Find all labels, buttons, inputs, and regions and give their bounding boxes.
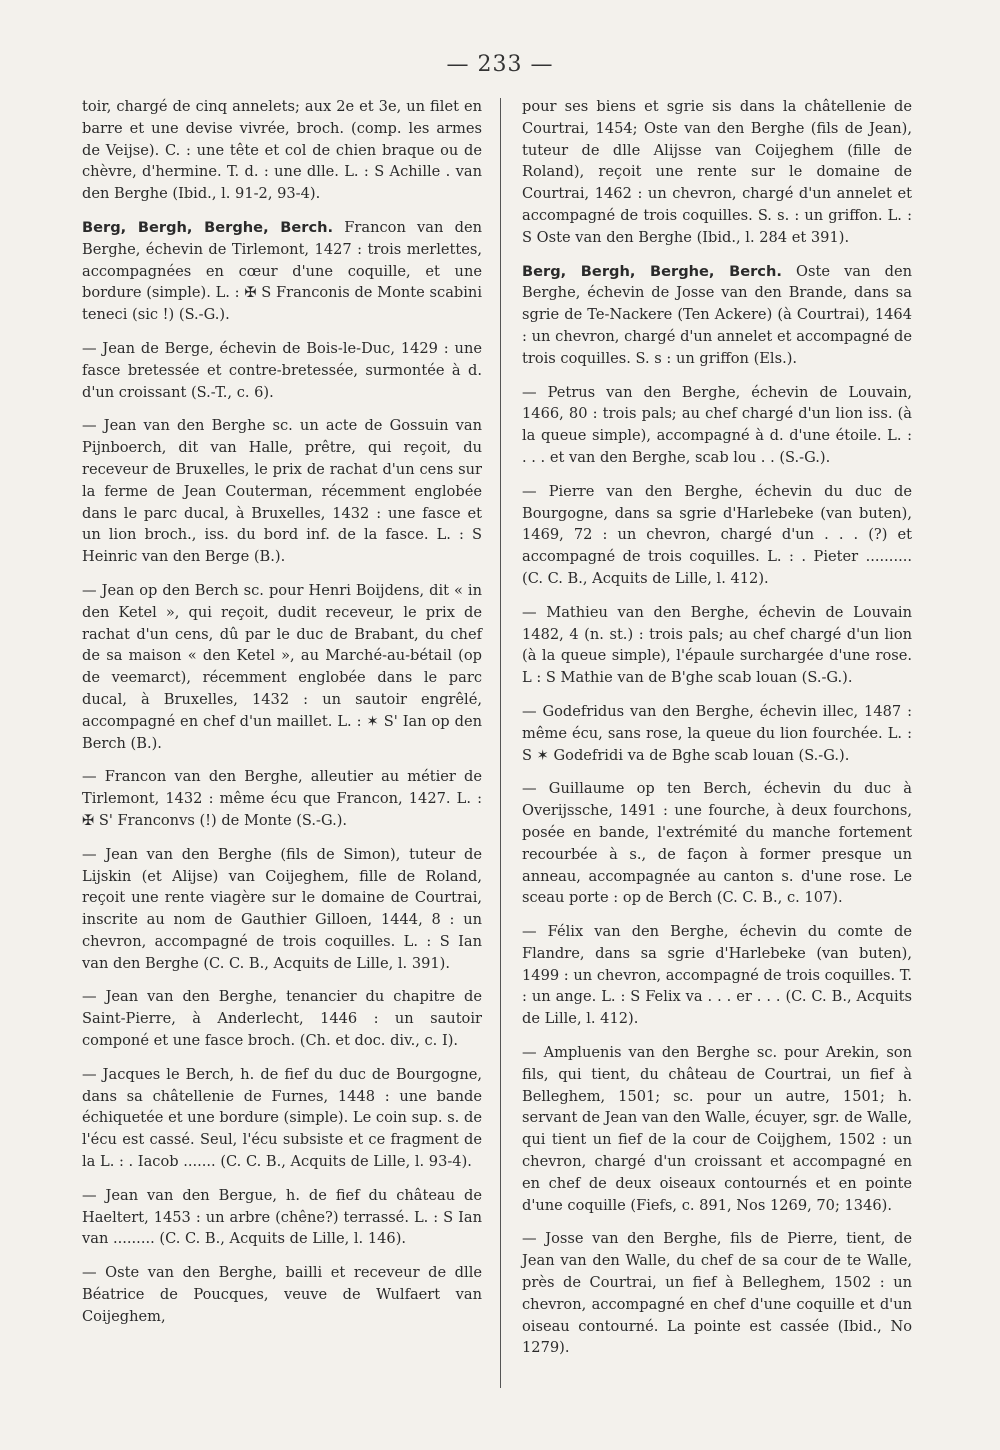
entry-text: — Félix van den Berghe, échevin du comte de Flandre, dans sa sgrie d'Harlebeke (van buten), 1499 : un chevron, accompagné de trois coquilles. T. : un ange. L. : S Felix va . . . er . . . (C. C. B., Acquits de Lille, l. 412). xyxy=(522,923,912,1028)
column-divider xyxy=(500,98,501,1388)
entry xyxy=(82,415,482,568)
entry-text: — Pierre van den Berghe, échevin du duc de Bourgogne, dans sa sgrie d'Harlebeke (van buten), 1469, 72 : un chevron, chargé d'un . . . (?) et accompagné de trois coquilles. L. : . Pieter .......... (C. C. B., Acquits de Lille, l. 412). xyxy=(522,482,912,587)
entry xyxy=(522,701,912,766)
entry-text: — Ampluenis van den Berghe sc. pour Arekin, son fils, qui tient, du château de Courtrai, un fief à Belleghem, 1501; sc. pour un autre, 1501; h. servant de Jean van den Walle, écuyer, sgr. de Walle, qui tient un fief de la cour de Coijghem, 1502 : un chevron, chargé d'un croissant et accompagné en en chef de deux oiseaux contournés et en pointe d'une coquille (Fiefs, c. 891, Nos 1269, 70; 1346). xyxy=(522,1044,912,1214)
entry xyxy=(522,261,912,370)
entry xyxy=(82,96,482,205)
entry-text: — Guillaume op ten Berch, échevin du duc à Overijssche, 1491 : une fourche, à deux fourchons, posée en bande, l'extrémité du manche fortement recourbée à s., de façon à former presque un anneau, accompagnée au canton s. d'une rose. Le sceau porte : op de Berch (C. C. B., c. 107). xyxy=(522,780,912,907)
entry xyxy=(82,217,482,326)
entry-text: — Jean op den Berch sc. pour Henri Boijdens, dit « in den Ketel », qui reçoit, dudit receveur, le prix de rachat d'un cens, dû par le duc de Brabant, du chef de sa maison « den Ketel », au Marché-au-bétail (op de veemarct), récemment englobée dans le parc ducal, à Bruxelles, 1432 : un sautoir engrêlé, accompagné en chef d'un maillet. L. : ✶ S' Ian op den Berch (B.). xyxy=(82,581,482,752)
entry xyxy=(522,1228,912,1359)
entry-text: — Jean de Berge, échevin de Bois-le-Duc, 1429 : une fasce bretessée et contre-bretessée, surmontée à d. d'un croissant (S.-T., c. 6). xyxy=(82,339,482,401)
entry xyxy=(522,921,912,1030)
entry xyxy=(82,338,482,403)
entry-text: — Jean van den Berghe (fils de Simon), tuteur de Lijskin (et Alijse) van Coijeghem, fille de Roland, reçoit une rente viagère sur le domaine de Courtrai, inscrite au nom de Gauthier Gilloen, 1444, 8 : un chevron, accompagné de trois coquilles. L. : S Ian van den Berghe (C. C. B., Acquits de Lille, l. 391). xyxy=(82,845,482,972)
right-column xyxy=(522,96,912,1371)
page-number: — 233 — xyxy=(446,52,554,77)
entry-text: — Godefridus van den Berghe, échevin illec, 1487 : même écu, sans rose, la queue du lion fourchée. L. : S ✶ Godefridi va de Bghe scab louan (S.-G.). xyxy=(522,702,912,764)
entry-text: — Jean van den Berghe, tenancier du chapitre de Saint-Pierre, à Anderlecht, 1446 : un sautoir componé et une fasce broch. (Ch. et doc. div., c. I). xyxy=(82,988,482,1050)
left-column xyxy=(82,96,482,1340)
entry-text: Francon van den Berghe, échevin de Tirlemont, 1427 : trois merlettes, accompagnées en cœur d'une coquille, et une bordure (simple). L. : ✠ S Franconis de Monte scabini teneci (sic !) (S.-G.). xyxy=(82,218,482,324)
entry-heading: Berg, Bergh, Berghe, Berch. xyxy=(522,262,782,280)
entry-text: — Jean van den Bergue, h. de fief du château de Haeltert, 1453 : un arbre (chêne?) terrassé. L. : S Ian van ......... (C. C. B., Acquits de Lille, l. 146). xyxy=(82,1186,482,1248)
entry-text: — Mathieu van den Berghe, échevin de Louvain 1482, 4 (n. st.) : trois pals; au chef chargé d'un lion (à la queue simple), l'épaule surchargée d'une rose. L : S Mathie van de B'ghe scab louan (S.-G.). xyxy=(522,603,912,687)
entry-text: — Oste van den Berghe, bailli et receveur de dlle Béatrice de Poucques, veuve de Wulfaert van Coijeghem, xyxy=(82,1264,482,1325)
entry xyxy=(82,1262,482,1327)
entry-text: Oste van den Berghe, échevin de Josse van den Brande, dans sa sgrie de Te-Nackere (Ten Ackere) (à Courtrai), 1464 : un chevron, chargé d'un annelet et accompagné de trois coquilles. S. s : un griffon (Els.). xyxy=(522,262,912,367)
entry xyxy=(522,602,912,689)
entry xyxy=(82,766,482,831)
entry-text: — Jacques le Berch, h. de fief du duc de Bourgogne, dans sa châtellenie de Furnes, 1448 : une bande échiquetée et une bordure (simple). Le coin sup. s. de l'écu est cassé. Seul, l'écu subsiste et ce fragment de la L. : . Iacob ....... (C. C. B., Acquits de Lille, l. 93-4). xyxy=(82,1065,482,1171)
entry-text: — Josse van den Berghe, fils de Pierre, tient, de Jean van den Walle, du chef de sa cour de te Walle, près de Courtrai, un fief à Belleghem, 1502 : un chevron, accompagné en chef d'une coquille et d'un oiseau contourné. La pointe est cassée (Ibid., No 1279). xyxy=(522,1230,912,1357)
entry-text: — Jean van den Berghe sc. un acte de Gossuin van Pijnboerch, dit van Halle, prêtre, qui reçoit, du receveur de Bruxelles, le prix de rachat d'un cens sur la ferme de Jean Couterman, récemment englobée dans le parc ducal, à Bruxelles, 1432 : une fasce et un lion broch., iss. du bord inf. de la fasce. L. : S Heinric van den Berge (B.). xyxy=(82,417,482,566)
entry xyxy=(82,986,482,1051)
entry xyxy=(522,481,912,590)
entry xyxy=(522,778,912,909)
entry xyxy=(522,382,912,469)
entry-text: pour ses biens et sgrie sis dans la châtellenie de Courtrai, 1454; Oste van den Berghe (fils de Jean), tuteur de dlle Alijsse van Coijeghem (fille de Roland), reçoit une rente sur le domaine de Courtrai, 1462 : un chevron, chargé d'un annelet et accompagné de trois coquilles. S. s. : un griffon. L. : S Oste van den Berghe (Ibid., l. 284 et 391). xyxy=(522,98,912,246)
entry xyxy=(82,580,482,754)
entry-text: toir, chargé de cinq annelets; aux 2e et 3e, un filet en barre et une devise vivrée, broch. (comp. les armes de Veijse). C. : une tête et col de chien braque ou de chèvre, d'hermine. T. d. : une dlle. L. : S Achille . van den Berghe (Ibid., l. 91-2, 93-4). xyxy=(82,98,482,203)
entry xyxy=(522,96,912,249)
entry-text: — Francon van den Berghe, alleutier au métier de Tirlemont, 1432 : même écu que Francon, 1427. L. : ✠ S' Franconvs (!) de Monte (S.-G.). xyxy=(82,768,482,829)
entry xyxy=(82,844,482,975)
entry xyxy=(82,1064,482,1173)
entry xyxy=(522,1042,912,1216)
entry-heading: Berg, Bergh, Berghe, Berch. xyxy=(82,218,334,236)
entry-text: — Petrus van den Berghe, échevin de Louvain, 1466, 80 : trois pals; au chef chargé d'un lion iss. (à la queue simple), accompagné à d. d'une étoile. L. : . . . et van den Berghe, scab lou . . (S.-G.). xyxy=(522,383,912,466)
entry xyxy=(82,1185,482,1250)
